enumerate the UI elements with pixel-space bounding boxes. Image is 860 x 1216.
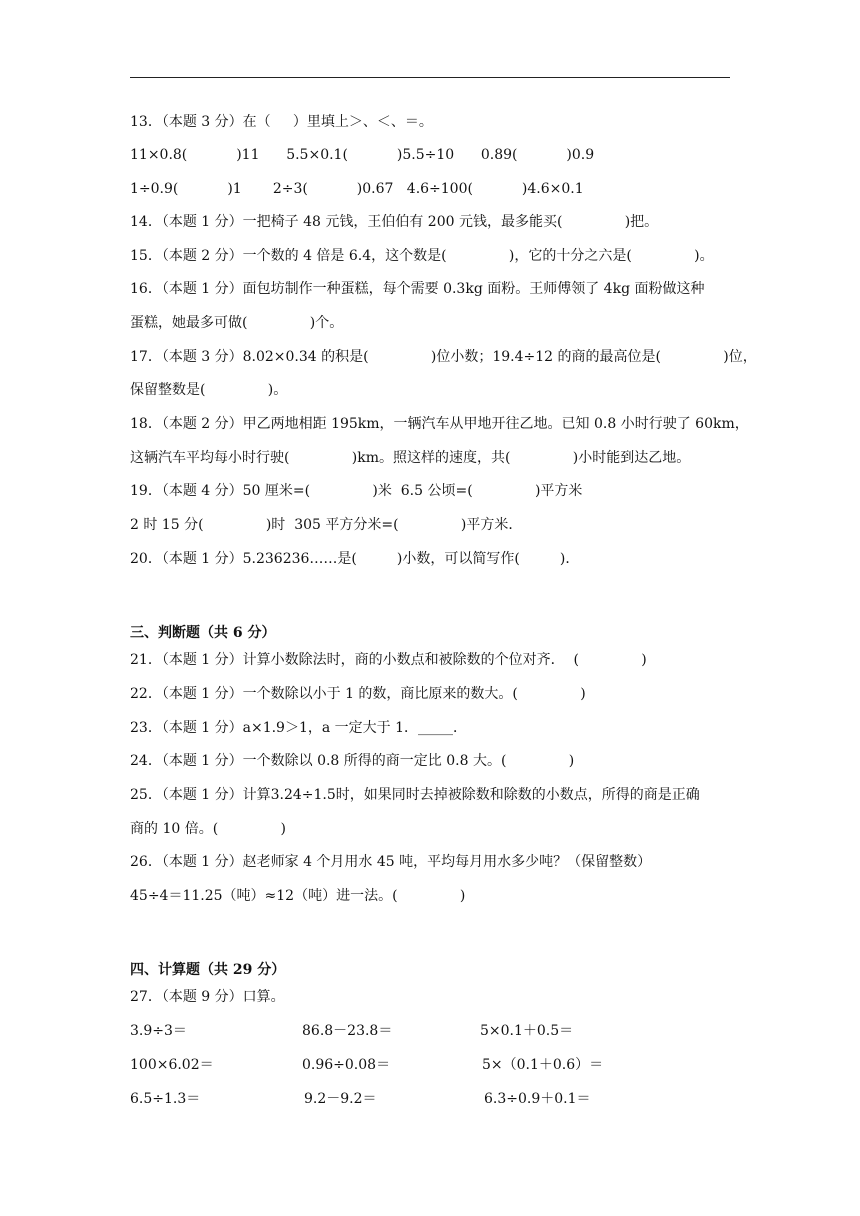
- q15: 15．（本题 2 分）一个数的 4 倍是 6.4，这个数是( )，它的十分之六是( )。: [130, 248, 714, 264]
- q19-line-1: 19．（本题 4 分）50 厘米=( )米 6.5 公顷=( )平方米: [130, 483, 583, 499]
- q14: 14．（本题 1 分）一把椅子 48 元钱，王伯伯有 200 元钱，最多能买( )把。: [130, 214, 659, 230]
- q21: 21．（本题 1 分）计算小数除法时，商的小数点和被除数的个位对齐． ( ): [130, 652, 647, 668]
- calc-item: 86.8－23.8＝: [302, 1023, 393, 1039]
- calc-item: 5×0.1＋0.5＝: [480, 1023, 574, 1039]
- header-rule: [130, 77, 730, 78]
- q13-row-1: 11×0.8( )11 5.5×0.1( )5.5÷10 0.89( )0.9: [130, 147, 595, 163]
- q16-line-2: 蛋糕，她最多可做( )个。: [130, 315, 344, 331]
- q13-row-2: 1÷0.9( )1 2÷3( )0.67 4.6÷100( )4.6×0.1: [130, 181, 584, 197]
- calc-item: 100×6.02＝: [130, 1057, 214, 1073]
- q25-line-2: 商的 10 倍。( ): [130, 821, 286, 837]
- q13-stem: 13．（本题 3 分）在（ ）里填上＞、＜、＝。: [130, 114, 433, 130]
- calc-item: 9.2－9.2＝: [304, 1091, 377, 1107]
- q25-line-1: 25．（本题 1 分）计算3.24÷1.5时，如果同时去掉被除数和除数的小数点，所得的商是正确: [130, 787, 700, 803]
- q22: 22．（本题 1 分）一个数除以小于 1 的数，商比原来的数大。( ): [130, 686, 586, 702]
- q26-line-1: 26．（本题 1 分）赵老师家 4 个月用水 45 吨，平均每月用水多少吨？（保留整数）: [130, 854, 652, 870]
- q18-line-1: 18．（本题 2 分）甲乙两地相距 195km，一辆汽车从甲地开往乙地。已知 0.8 小时行驶了 60km，: [130, 416, 749, 432]
- q16-line-1: 16．（本题 1 分）面包坊制作一种蛋糕，每个需要 0.3kg 面粉。王师傅领了 4kg 面粉做这种: [130, 281, 705, 297]
- section-4-heading: 四、计算题（共 29 分）: [130, 962, 286, 978]
- q20: 20．（本题 1 分）5.236236……是( )小数，可以简写作( )．: [130, 551, 580, 567]
- q17-line-2: 保留整数是( )。: [130, 382, 288, 398]
- q27-stem: 27．（本题 9 分）口算。: [130, 989, 285, 1005]
- calc-item: 6.5÷1.3＝: [130, 1091, 201, 1107]
- q17-line-1: 17．（本题 3 分）8.02×0.34 的积是( )位小数；19.4÷12 的商的最高位是( )位，: [130, 349, 757, 365]
- section-3-heading: 三、判断题（共 6 分）: [130, 625, 276, 641]
- calc-item: 0.96÷0.08＝: [302, 1057, 391, 1073]
- calc-item: 3.9÷3＝: [130, 1023, 187, 1039]
- q24: 24．（本题 1 分）一个数除以 0.8 所得的商一定比 0.8 大。( ): [130, 753, 575, 769]
- q23: 23．（本题 1 分）a×1.9＞1，a 一定大于 1．_____．: [130, 720, 468, 736]
- calc-item: 6.3÷0.9＋0.1＝: [484, 1091, 591, 1107]
- calc-item: 5×（0.1＋0.6）＝: [482, 1057, 604, 1073]
- q26-line-2: 45÷4＝11.25（吨）≈12（吨）进一法。( ): [130, 888, 466, 904]
- q18-line-2: 这辆汽车平均每小时行驶( )km。照这样的速度，共( )小时能到达乙地。: [130, 450, 691, 466]
- q19-line-2: 2 时 15 分( )时 305 平方分米=( )平方米．: [130, 517, 523, 533]
